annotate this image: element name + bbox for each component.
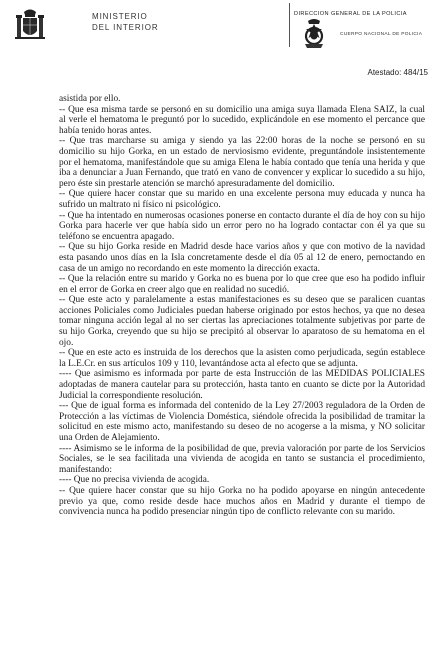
ministry-crest-icon	[15, 7, 45, 43]
paragraph: -- Que en este acto es instruida de los derechos que la asisten como perjudicada, según establece la L.E.Cr. en sus artículos 109 y 110, levantándose acta al efecto que se adjunta.	[59, 348, 425, 369]
paragraph: -- Que tras marcharse su amiga y siendo ya las 22:00 horas de la noche se personó en su domicilio su hijo Gorka, en un estado de nerviosismo evidente, preguntándole insistentemente por el hematoma, manifestándole que su amiga Elena le había contado que tenía una herida y que iba a denunciar a Juan Fernando, que trató en vano de convencer y explicar lo sucedido a su hijo, pero éste sin prestarle atención se marchó apresuradamente del domicilio.	[59, 136, 425, 189]
atestado-number: Atestado: 484/15	[367, 68, 428, 77]
ministry-line-2: DEL INTERIOR	[92, 22, 159, 32]
paragraph: --- Que de igual forma es informada del contenido de la Ley 27/2003 reguladora de la Orden de Protección a las víctimas de Violencia Doméstica, siéndole ofrecida la posibilidad de tramitar la solicitud en este mismo acto, manifestando su deseo de no acogerse a la misma, y NO solicitar una Orden de Alejamiento.	[59, 401, 425, 443]
police-badge-icon	[299, 17, 329, 49]
paragraph: asistida por ello.	[59, 94, 121, 104]
ministry-line-1: MINISTERIO	[92, 12, 148, 21]
paragraph: ---- Que no precisa vivienda de acogida.	[59, 475, 210, 486]
paragraph: -- Que su hijo Gorka reside en Madrid desde hace varios años y que con motivo de la navidad esta pasando unos días en la Isla concretamente desde el día 05 al 12 de enero, pernoctando en casa de un amigo no recordando en este momento la dirección exacta.	[59, 242, 425, 274]
police-direction-title: DIRECCION GENERAL DE LA POLICIA	[294, 11, 407, 17]
paragraph: ---- Que asimismo es informada por parte de esta Instrucción de las MEDIDAS POLICIALES adoptadas de manera cautelar para su protección, hasta tanto en cuanto se dicte por la Autoridad Judicial la correspondiente resolución.	[59, 369, 425, 401]
ministry-name	[92, 12, 159, 33]
paragraph: -- Que la relación entre su marido y Gorka no es buena por lo que cree que eso ha podido influir en el error de Gorka en creer algo que en realidad no sucedió.	[59, 274, 425, 295]
paragraph: -- Que quiere hacer constar que su hijo Gorka no ha podido apoyarse en ningún antecedente previo ya que, como reside desde hace muchos años en Madrid y durante el tiempo de convivencia nunca ha podido presenciar ningún tipo de conflicto relevante con su marido.	[59, 485, 425, 518]
paragraph: -- Que este acto y paralelamente a estas manifestaciones es su deseo que se paralicen cuantas acciones Policiales como Judiciales puedan haberse originado por estos hechos, ya que no desea tomar ninguna acción legal al no ser ciertas las apreciaciones totalmente subjetivas por parte de su hijo Gorka, creyendo que su hijo se precipitó al observar lo aparatoso de su hematoma en el ojo.	[59, 295, 425, 348]
document-header	[0, 0, 447, 90]
paragraph: ---- Asimismo se le informa de la posibilidad de que, previa valoración por parte de los Servicios Sociales, se le sea facilitada una vivienda de acogida en tanto se sustancia el procedimiento, manifestando:	[59, 443, 425, 475]
paragraph: -- Que esa misma tarde se personó en su domicilio una amiga suya llamada Elena SAIZ, la cual al verle el hematoma le preguntó por lo sucedido, explicándole en ese momento el percance que había tenido horas antes.	[59, 104, 425, 136]
police-corps-title: CUERPO NACIONAL DE POLICIA	[340, 32, 423, 37]
paragraph: -- Que quiere hacer constar que su marido en una excelente persona muy educada y nunca ha sufrido un maltrato ni físico ni psicológico.	[59, 189, 425, 210]
paragraph: -- Que ha intentado en numerosas ocasiones ponerse en contacto durante el día de hoy con su hijo Gorka para hacerle ver que había sido un error pero no ha logrado contactar con él ya que su teléfono se encuentra apagado.	[59, 210, 425, 242]
statement-body	[59, 94, 425, 518]
